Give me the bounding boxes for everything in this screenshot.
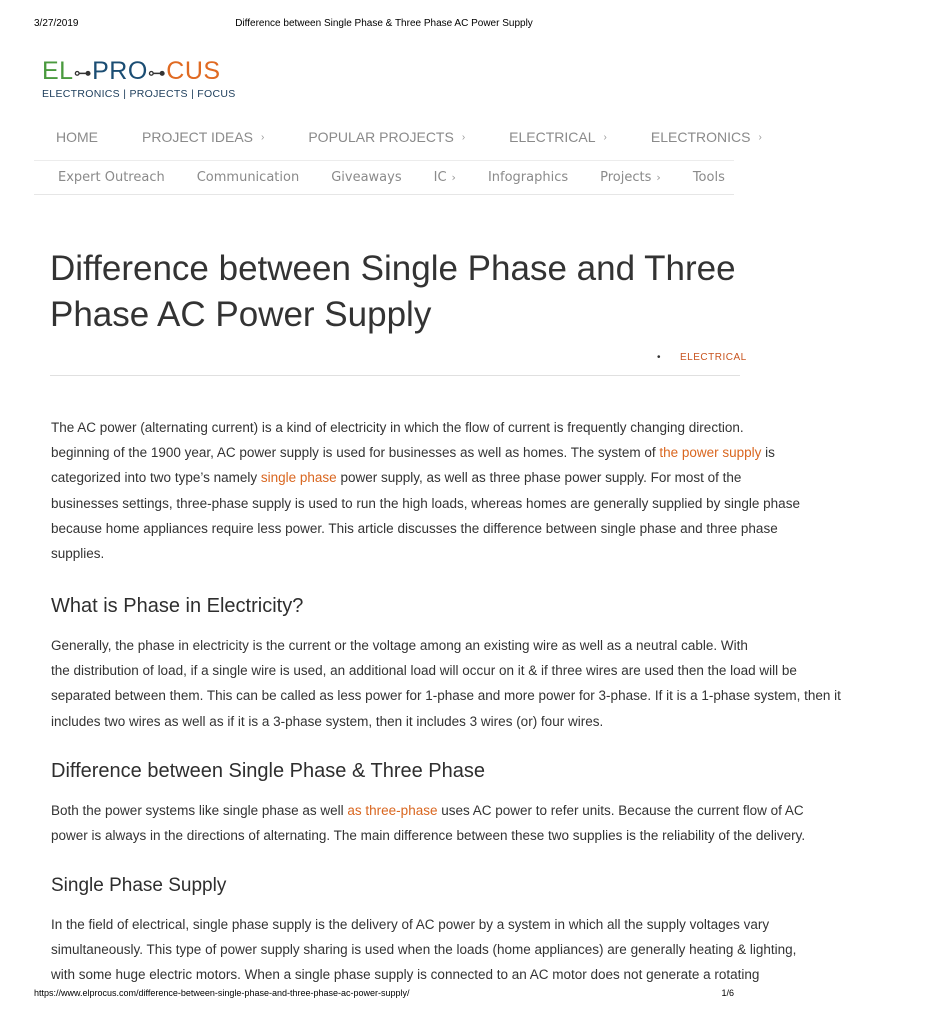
chevron-right-icon: ›: [603, 131, 607, 143]
logo-tagline: ELECTRONICS | PROJECTS | FOCUS: [42, 88, 236, 100]
single-phase-link[interactable]: single phase: [260, 470, 337, 486]
print-title: Difference between Single Phase & Three Phase AC Power Supply: [235, 18, 533, 29]
heading-single-phase: Single Phase Supply: [51, 875, 227, 896]
logo-el: EL: [42, 57, 74, 85]
title-divider: [50, 375, 740, 376]
nav-divider: [34, 160, 734, 161]
nav-ic[interactable]: IC ›: [433, 170, 456, 185]
phase-paragraph: Generally, the phase in electricity is the current or the voltage among an existing wire as well as a neutral cable. With the distribution of load, if a single wire is used, an additional load will occur on it & if three wires are used then the load will be separated between them. This can be called as less power for 1-phase and more power for 3-phase. If it is a 1-phase system, then it includes two wires as well as if it is a 3-phase system, then it includes 3 wires (or) four wires.: [51, 638, 841, 729]
nav-divider: [34, 194, 734, 195]
chevron-right-icon: ›: [451, 171, 456, 184]
logo-pro: PRO: [92, 57, 148, 85]
heading-difference: Difference between Single Phase & Three Phase: [51, 760, 485, 782]
secondary-nav: [58, 170, 757, 185]
nav-project-ideas[interactable]: PROJECT IDEAS ›: [142, 129, 265, 145]
nav-communication[interactable]: Communication: [196, 170, 300, 185]
primary-nav: [56, 129, 806, 145]
chevron-right-icon: ›: [461, 131, 466, 143]
nav-infographics[interactable]: Infographics: [487, 170, 569, 185]
nav-expert-outreach[interactable]: Expert Outreach: [58, 170, 165, 185]
heading-phase: What is Phase in Electricity?: [51, 595, 304, 617]
article-title: Difference between Single Phase and Three Phase AC Power Supply: [50, 249, 736, 334]
power-supply-link[interactable]: the power supply: [659, 445, 762, 461]
logo-connector-icon: ⊶: [147, 63, 167, 83]
chevron-right-icon: ›: [261, 131, 265, 143]
site-logo[interactable]: [42, 57, 236, 100]
logo-cus: CUS: [166, 57, 221, 85]
print-date: 3/27/2019: [34, 18, 79, 29]
nav-popular-projects[interactable]: POPULAR PROJECTS ›: [308, 129, 466, 145]
nav-electronics[interactable]: ELECTRONICS ›: [650, 129, 762, 145]
three-phase-link[interactable]: as three-phase: [347, 803, 438, 818]
logo-connector-icon: ⊶: [73, 63, 93, 83]
difference-paragraph: Both the power systems like single phase as well as three-phase uses AC power to refer units. Because the current flow of AC power is always in the directions of alternating. The main difference between these two supplies is the reliability of the delivery.: [51, 803, 806, 844]
chevron-right-icon: ›: [758, 131, 762, 143]
single-phase-paragraph: In the field of electrical, single phase supply is the delivery of AC power by a system in which all the supply voltages vary simultaneously. This type of power supply sharing is used when the loads (home appliances) are generally heating & lighting, with some huge electric motors. When a single phase supply is connected to an AC motor does not generate a rotating: [51, 917, 797, 983]
print-page-number: 1/6: [721, 988, 734, 998]
print-url: https://www.elprocus.com/difference-between-single-phase-and-three-phase-ac-power-supply/: [34, 988, 410, 998]
nav-home[interactable]: HOME: [56, 129, 98, 145]
logo-wordmark: [42, 57, 236, 87]
category-link[interactable]: ELECTRICAL: [680, 352, 747, 363]
nav-projects[interactable]: Projects ›: [600, 170, 661, 185]
chevron-right-icon: ›: [656, 171, 661, 184]
intro-paragraph: The AC power (alternating current) is a kind of electricity in which the flow of current is frequently changing direction. beginning of the 1900 year, AC power supply is used for businesses as well as homes. The system of the power supply is categorized into two type’s namely single phase power supply, as well as three phase power supply. For most of the businesses settings, three-phase supply is used to run the high loads, whereas homes are generally supplied by single phase because home appliances require less power. This article discusses the difference between single phase and three phase supplies.: [51, 420, 800, 561]
bullet-icon: •: [657, 352, 661, 363]
nav-tools[interactable]: Tools: [692, 170, 725, 185]
nav-electrical[interactable]: ELECTRICAL ›: [509, 129, 607, 145]
nav-giveaways[interactable]: Giveaways: [331, 170, 402, 185]
print-footer: [34, 988, 734, 1002]
